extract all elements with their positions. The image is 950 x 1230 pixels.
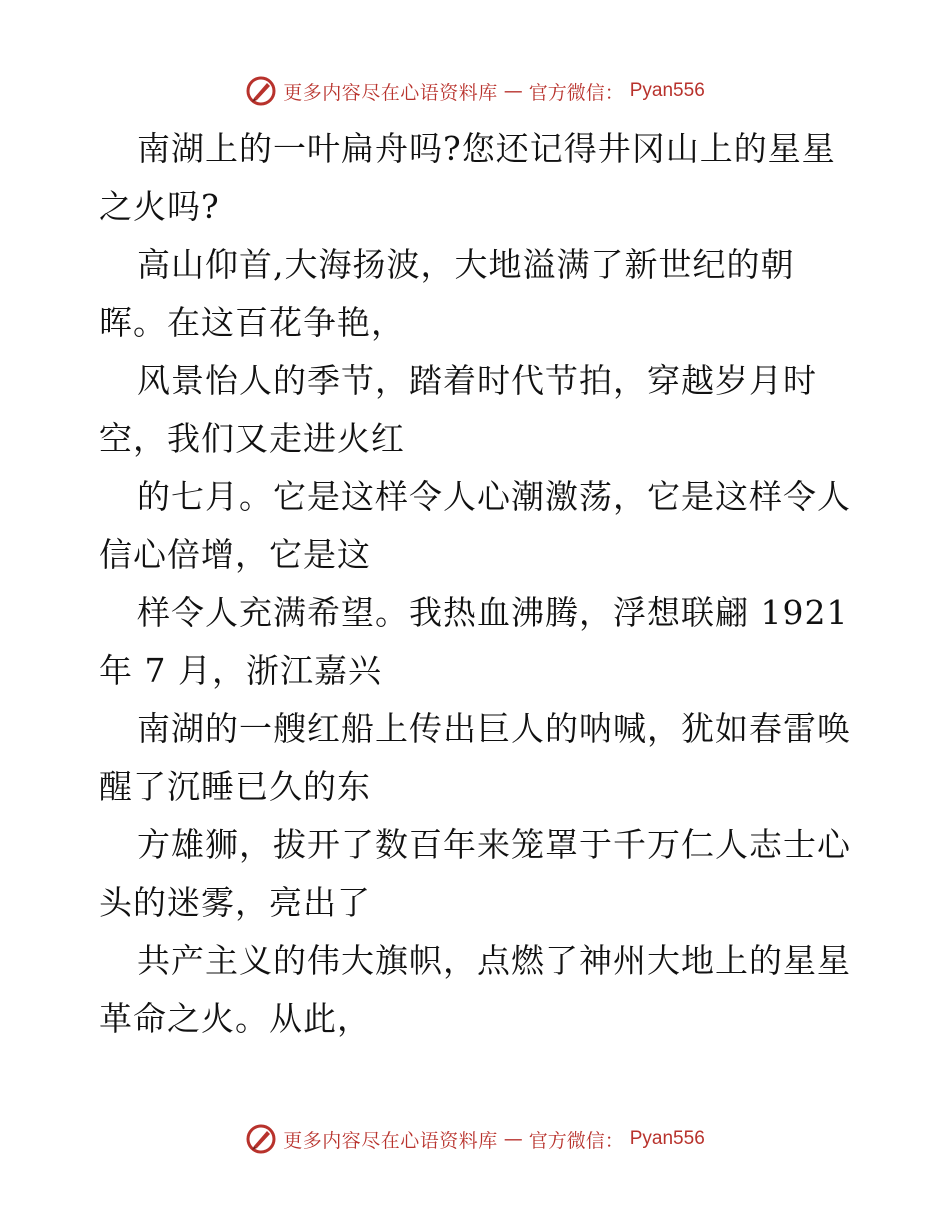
text-line: 晖。在这百花争艳， [99,303,405,342]
text-line: 样令人充满希望。我热血沸腾，浮想联翩 1921 [137,593,849,632]
document-body [99,120,859,1048]
text-line: 共产主义的伟大旗帜，点燃了神州大地上的星星 [137,941,851,980]
footer-wechat-label: 官方微信： [528,1129,624,1152]
text-line: 南湖的一艘红船上传出巨人的呐喊，犹如春雷唤 [137,709,851,748]
header-wechat-label: 官方微信： [528,81,624,104]
quill-pen-circle-icon [245,75,277,107]
text-line: 的七月。它是这样令人心潮激荡，它是这样令人 [137,477,851,516]
header-wechat-id: Pyan556 [629,80,705,101]
text-line: 头的迷雾，亮出了 [99,883,371,922]
header-site-name: 更多内容尽在心语资料库 [283,81,498,104]
footer-site-name: 更多内容尽在心语资料库 [283,1129,498,1152]
text-line: 革命之火。从此， [99,999,371,1038]
text-line: 信心倍增，它是这 [99,535,371,574]
footer-banner [0,1121,950,1157]
header-banner [0,73,950,109]
text-line: 之火吗? [99,187,220,226]
quill-pen-circle-icon [245,1123,277,1155]
text-line: 方雄狮，拔开了数百年来笼罩于千万仁人志士心 [137,825,851,864]
header-separator: — [503,80,523,102]
text-line: 空，我们又走进火红 [99,419,405,458]
footer-separator: — [503,1128,523,1150]
text-line: 醒了沉睡已久的东 [99,767,371,806]
footer-wechat-id: Pyan556 [629,1128,705,1149]
text-line: 南湖上的一叶扁舟吗?您还记得井冈山上的星星 [137,129,836,168]
text-line: 风景怡人的季节，踏着时代节拍，穿越岁月时 [137,361,817,400]
text-line: 年 7 月，浙江嘉兴 [99,651,382,690]
text-line: 高山仰首,大海扬波，大地溢满了新世纪的朝 [137,245,795,284]
